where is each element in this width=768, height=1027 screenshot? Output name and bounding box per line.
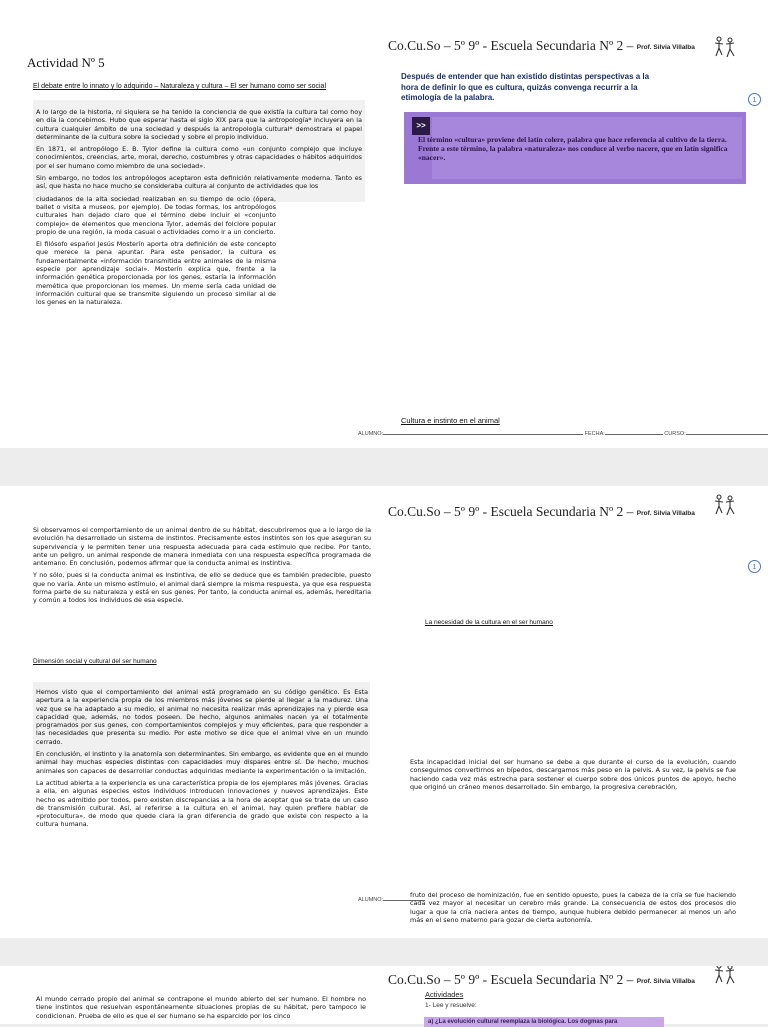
next-section-link: Cultura e instinto en el animal xyxy=(401,416,500,425)
question-highlight-bar: a) ¿La evolución cultural reemplaza la biológica. Los dogmas para xyxy=(424,1017,664,1027)
etymology-intro: Después de entender que han existido distintas perspectivas a la hora de definir lo que es cultura, quizás convenga recurrir a la etimología de la palabra. xyxy=(401,72,650,103)
document-page-1 xyxy=(0,0,768,448)
curso-label: CURSO: xyxy=(664,431,686,437)
section-subtitle: El debate entre lo innato y lo adquirido – Naturaleza y cultura – El ser humano como ser social xyxy=(33,83,326,90)
right-text-block-1 xyxy=(410,758,736,800)
activity-title: Actividad Nº 5 xyxy=(27,55,105,70)
page-header xyxy=(388,504,695,520)
teacher-name: Prof. Silvia Villalba xyxy=(636,44,695,51)
paragraph: Al mundo cerrado propio del animal se contrapone el mundo abierto del ser humano. El hombre no tiene instintos que resuelvan espontáneamente situaciones propias de su hábitat, pero tampoco le condicionan. Prueba de ello es que el ser humano se ha esparcido por los cinco xyxy=(36,995,366,1020)
student-info-line xyxy=(358,431,768,437)
header-text: Co.Cu.So – 5º 9º - Escuela Secundaria Nº 2 – xyxy=(388,38,634,53)
section-subtitle: Dimensión social y cultural del ser humano xyxy=(33,658,157,665)
fecha-label: FECHA: xyxy=(584,431,605,437)
scanned-text-column xyxy=(33,526,371,651)
paragraph: ciudadanos de la alta sociedad realizaban en su tiempo de ocio (ópera, ballet o visita a museos, por ejemplo). De todas formas, los antropólogos culturales han dejado claro que el término debe incluir el «conjunto complejo» de elementos que menciona Tylor, además del folclore popular propio de una región, la moda casual o actividades como ir a un concierto. xyxy=(36,194,276,236)
document-page-3 xyxy=(0,966,768,1024)
page-number-badge: 1 xyxy=(748,560,761,573)
etymology-box xyxy=(404,112,746,184)
paragraph: Si observamos el comportamiento de un animal dentro de su hábitat, descubriremos que a lo largo de la evolución ha desarrollado un sistema de instintos. Precisamente estos instintos son los que aseguran su supervivencia y le permiten tener una respuesta adecuada para cada estímulo que recibe. Por tanto, ante un peligro, un animal responde de manera inmediata con una respuesta específica programada de antemano. En conclusión, podemos afirmar que la conducta animal es instintiva. xyxy=(33,526,371,568)
right-section-subtitle: La necesidad de la cultura en el ser humano xyxy=(425,619,553,626)
paragraph: En 1871, el antropólogo E. B. Tylor define la cultura como «un conjunto complejo que incluye conocimientos, creencias, arte, moral, derecho, costumbres y otras capacidades o hábitos adquiridos por el ser humano como miembro de una sociedad». xyxy=(36,145,362,170)
scanned-text-column xyxy=(36,108,362,448)
dancers-logo-icon xyxy=(712,36,738,58)
document-page-2 xyxy=(0,486,768,938)
teacher-name: Prof. Silvia Villalba xyxy=(636,978,695,985)
paragraph: El filósofo español Jesús Mosterín aporta otra definición de este concepto que merece la pena apuntar. Para este pensador, la cultura es fundamentalmente «información transmitida entre animales de la misma especie por aprendizaje social». Mosterín explica que, frente a la información genética proporcionada por los genes, estaría la información memética que proporcionan los memes. Un meme sería cada unidad de información cultural que se transmite siguiendo un proceso similar al de los genes en la naturaleza. xyxy=(36,240,276,307)
alumno-label: ALUMNO: xyxy=(358,431,384,437)
header-text: Co.Cu.So – 5º 9º - Escuela Secundaria Nº 2 – xyxy=(388,972,634,987)
paragraph: La actitud abierta a la experiencia es una característica propia de los ejemplares más jóvenes. Gracias a ella, en algunas especies estos individuos introducen innovaciones y nuevos aprendizajes. Este hecho es admitido por todos, pero existen discrepancias a la hora de aceptar que se trata de un caso de transmisión cultural. Así, al referirse a la cultura en el animal, hay quien prefiere hablar de «protocultura», de modo que quede clara la gran diferencia de grado que existe con respecto a la cultura humana. xyxy=(36,778,368,829)
arrow-icon: >> xyxy=(412,117,430,135)
header-text: Co.Cu.So – 5º 9º - Escuela Secundaria Nº 2 – xyxy=(388,504,634,519)
paragraph: Sin embargo, no todos los antropólogos aceptaron esta definición relativamente moderna. Tanto es así, que hasta no hace mucho se consideraba cultura al conjunto de actividades que los xyxy=(36,174,362,191)
paragraph: Esta incapacidad inicial del ser humano se debe a que durante el curso de la evolución, cuando conseguimos convertirnos en bípedos, descargamos más peso en la pelvis. A su vez, la pelvis se fue haciendo cada vez más estrecha para sostener el cuerpo sobre dos únicos puntos de apoyo, hecho que originó un cráneo menos desarrollado. Sin embargo, la progresiva cerebración, xyxy=(410,758,736,791)
scanned-text-column xyxy=(36,995,366,1024)
page-number-badge: 1 xyxy=(748,93,761,106)
scanned-text-column xyxy=(36,688,368,880)
paragraph: Y no sólo, pues si la conducta animal es instintiva, de ello se deduce que es también predecible, puesto que no varía. Ante un mismo estímulo, el animal dará siempre la misma respuesta, ya que esa respuesta forma parte de su naturaleza y está en sus genes. Por tanto, la conducta animal es, además, hereditaria y común a todos los individuos de esa especie. xyxy=(33,571,371,605)
paragraph: A lo largo de la historia, ni siquiera se ha tenido la conciencia de que existía la cultura tal como hoy en día la concebimos. Hubo que esperar hasta el siglo XIX para que la antropología* incluyera en la cultura cualquier ámbito de una sociedad y después la antropología cultural* demostrara el papel determinante de la cultura sobre la sociedad y sobre el propio individuo. xyxy=(36,108,362,141)
paragraph: En conclusión, el instinto y la anatomía son determinantes. Sin embargo, es evidente que en el mundo animal hay muchas especies distintas con capacidades muy dispares entre sí. De hecho, muchos animales son capaces de desarrollar conductas adquiridas mediante la experimentación o la imitación. xyxy=(36,750,368,775)
alumno-label: ALUMNO: xyxy=(358,897,384,903)
paragraph: Hemos visto que el comportamiento del animal está programado en su código genético. Es Esta apertura a la experiencia propia de los miembros más jóvenes se pierde al llegar a la madurez. Una vez que se ha adaptado a su medio, el animal no necesita realizar más aprendizajes na y pierde esa capacidad que, además, no todos poseen. De hecho, algunos animales nacen ya el totalmente programados por sus genes, con comportamientos complejos y muy eficientes, para que responder a las necesidades que presenta su medio. Por este motivo se dice que el animal vive en un mundo cerrado. xyxy=(36,688,368,746)
activities-heading: Actividades xyxy=(425,990,464,999)
activity-instruction: 1- Lee y resuelve: xyxy=(425,1002,477,1009)
etymology-text: El término «cultura» proviene del latín colere, palabra que hace referencia al cultivo de la tierra. Frente a este término, la palabra «naturaleza» nos conduce al verbo nacere, que en latín significa «nacer». xyxy=(418,135,728,162)
right-text-block-2 xyxy=(410,891,736,933)
page-header xyxy=(388,972,695,988)
dancers-logo-icon xyxy=(712,966,738,985)
paragraph: fruto del proceso de hominización, fue en sentido opuesto, pues la cabeza de la cría se fue haciendo cada vez mayor al necesitar un cerebro más grande. La consecuencia de estos dos procesos dio lugar a que la cría naciera antes de tiempo, aunque hubiera debido permanecer al menos un año más en el seno materno para gozar de cierta autonomía. xyxy=(410,891,736,924)
dancers-logo-icon xyxy=(712,494,738,516)
page-header xyxy=(388,38,695,54)
teacher-name: Prof. Silvia Villalba xyxy=(636,510,695,517)
